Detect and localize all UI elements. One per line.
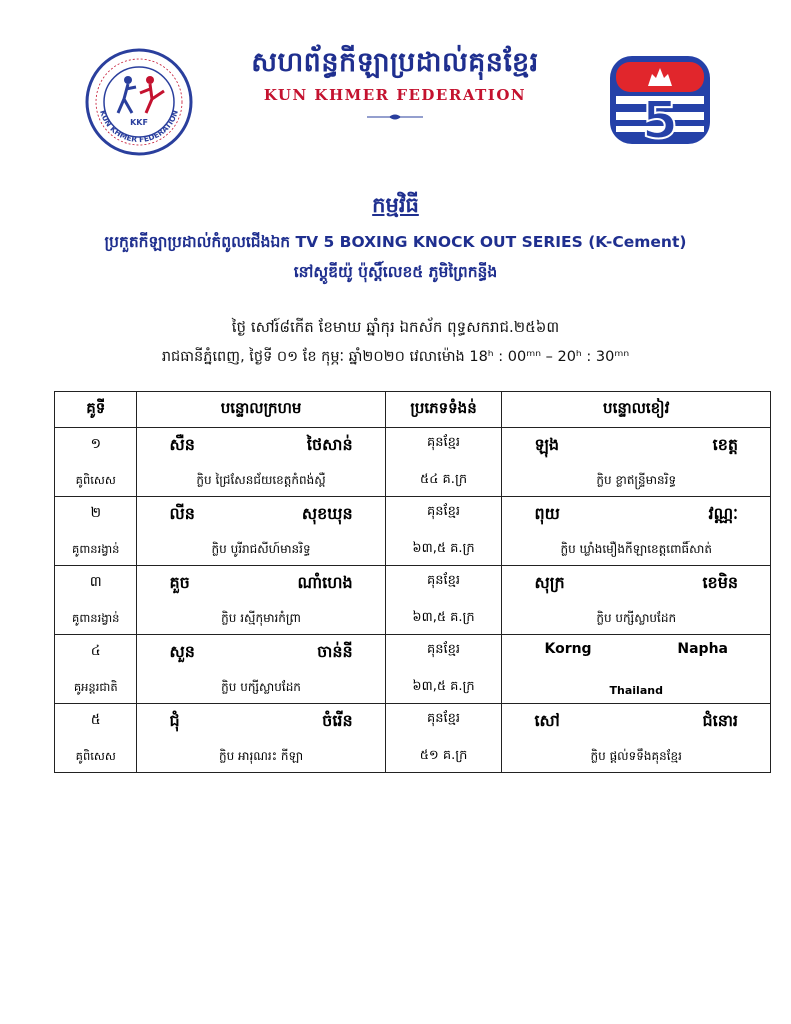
program-title: កម្មវិធី <box>372 193 419 217</box>
red-fighter-first-name: គួច <box>169 573 190 592</box>
red-fighter-club: ក្លិប បក្សីស្លាបដែក <box>221 680 301 694</box>
blue-fighter-first-name: ឡុង <box>534 435 560 454</box>
red-fighter-last-name: ចំរើន <box>322 711 353 730</box>
table-row <box>55 704 771 773</box>
kkf-seal-logo <box>84 47 194 157</box>
red-fighter-club: ក្លិប រស្មីកុមារកំព្រា <box>221 611 301 625</box>
table-row <box>55 635 771 704</box>
bout-type: គូពិសេស <box>75 473 116 487</box>
bout-type: គូពានរង្វាន់ <box>72 611 120 625</box>
table-row <box>55 566 771 635</box>
weight-class: ៦៣,៥ គ.ក្រ <box>412 541 475 556</box>
kkf-center-text: KKF <box>130 118 148 127</box>
blue-fighter-last-name: ខេត្ត <box>712 435 738 454</box>
fight-style: គុនខ្មែរ <box>427 504 461 519</box>
red-fighter-first-name: លីន <box>169 504 195 523</box>
fight-style: គុនខ្មែរ <box>427 642 461 657</box>
blue-fighter-last-name: ជំនោរ <box>702 711 738 730</box>
red-fighter-first-name: សឺន <box>169 435 195 454</box>
red-fighter-last-name: ណាំហេង <box>297 573 353 592</box>
red-fighter-first-name: សួន <box>169 642 195 661</box>
bout-number: ៤ <box>90 643 101 659</box>
event-title: ប្រកួតកីឡាប្រដាល់កំពូលជើងឯក TV 5 BOXING KNOCK OUT SERIES (K-Cement) <box>104 233 687 251</box>
blue-fighter-first-name: ពុយ <box>534 504 560 523</box>
blue-fighter-last-name: Napha <box>677 641 728 657</box>
blue-fighter-last-name: វណ្ណៈ <box>708 504 738 523</box>
red-fighter-club: ក្លិប បូរីរាជសីហ៍មានរិទ្ធ <box>211 542 311 556</box>
red-fighter-club: ក្លិប ជ្រៃសែនជ័យខេត្តកំពង់ស្ពឺ <box>196 473 326 487</box>
bout-number: ២ <box>90 505 102 521</box>
bout-type: គូអន្តរជាតិ <box>73 680 118 694</box>
blue-fighter-first-name: Korng <box>544 641 592 657</box>
blue-fighter-club: ក្លិប ផ្តល់ទទឹងគុនខ្មែរ <box>590 749 682 763</box>
red-fighter-last-name: ថៃសាន់ <box>306 435 353 454</box>
fight-style: គុនខ្មែរ <box>427 435 461 450</box>
event-date: ថ្ងៃ សៅរ៍៨កើត ខែមាឃ ឆ្នាំកុរ ឯកស័ក ពុទ្ធសករាជ.២៥៦៣ <box>231 318 560 336</box>
blue-fighter-club: ក្លិប ឃ្លាំងមឿងកីឡាខេត្តពោធិ៍សាត់ <box>560 542 712 556</box>
red-fighter-first-name: ជុំ <box>169 711 180 730</box>
ornament-divider <box>367 113 423 121</box>
bout-type: គូពិសេស <box>75 749 116 763</box>
blue-fighter-last-name: ខេមិន <box>702 573 738 592</box>
kkf-ring-text: KUN KHMER FEDERATION <box>98 109 180 145</box>
bout-number: ៥ <box>90 712 101 728</box>
federation-name-km: សហព័ន្ធកីឡាប្រដាល់គុនខ្មែរ <box>251 47 539 78</box>
header-bout-no: គូទី <box>55 392 137 428</box>
fight-style: គុនខ្មែរ <box>427 711 461 726</box>
blue-fighter-club: ក្លិប ខ្លាឥន្ទ្រីមានរិទ្ធ <box>596 473 677 487</box>
table-row <box>55 497 771 566</box>
weight-class: ៥១ គ.ក្រ <box>419 748 468 763</box>
bout-number: ១ <box>90 436 102 452</box>
tv5-logo <box>608 54 712 146</box>
fight-style: គុនខ្មែរ <box>427 573 461 588</box>
blue-fighter-club: ក្លិប បក្សីស្លាបដែក <box>596 611 677 625</box>
weight-class: ៦៣,៥ គ.ក្រ <box>412 610 475 625</box>
bout-number: ៣ <box>89 574 102 590</box>
weight-class: ៦៣,៥ គ.ក្រ <box>412 679 475 694</box>
tv5-digit: 5 <box>641 91 679 146</box>
blue-fighter-first-name: សៅ <box>534 711 560 730</box>
bout-type: គូពានរង្វាន់ <box>72 542 120 556</box>
blue-fighter-first-name: សុក្រ <box>534 573 565 592</box>
federation-name-en: KUN KHMER FEDERATION <box>263 86 527 104</box>
red-fighter-last-name: សុខឃុន <box>301 504 353 523</box>
header-red-corner: បន្ទោលក្រហម <box>137 392 385 428</box>
header-blue-corner: បន្ទោលខៀវ <box>502 392 771 428</box>
header-weight-category: ប្រភេទទំងន់ <box>385 392 502 428</box>
red-fighter-club: ក្លិប អារុណរះ កីឡា <box>219 749 304 763</box>
red-fighter-last-name: ចាន់នី <box>317 642 353 661</box>
table-header-row <box>55 392 771 428</box>
venue-title: នៅស្ដូឌីយ៉ូ ប៉ុស្ដិ៍លេខ៥ ភូមិព្រៃកន្ធីង <box>293 263 498 281</box>
bout-schedule-table <box>54 391 771 773</box>
weight-class: ៥៤ គ.ក្រ <box>420 472 468 487</box>
event-place-time: រាជធានីភ្នំពេញ, ថ្ងៃទី ០១ ខែ កុម្ភៈ ឆ្នាំ២០២០ វេលាម៉ោង 18ʰ : 00ᵐⁿ – 20ʰ : 30ᵐⁿ <box>161 349 630 365</box>
table-row <box>55 428 771 497</box>
blue-fighter-country: Thailand <box>609 684 663 697</box>
